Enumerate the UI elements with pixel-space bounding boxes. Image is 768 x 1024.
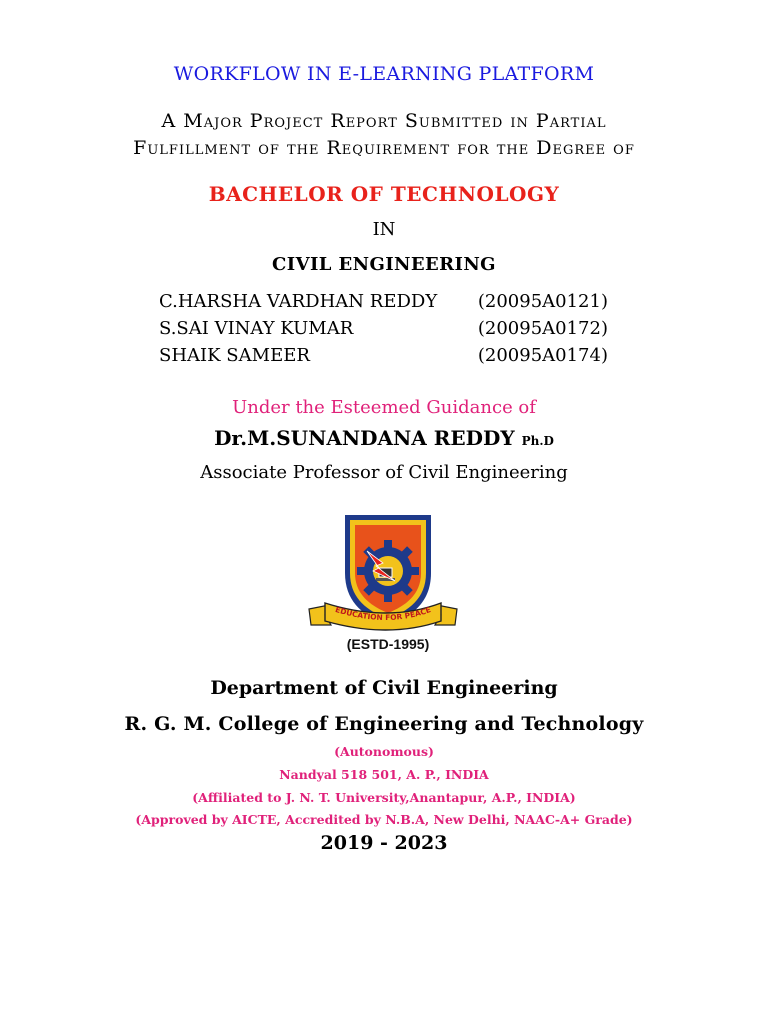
in-word: IN	[372, 219, 396, 240]
guidance-heading: Under the Esteemed Guidance of	[232, 397, 536, 418]
student-name: S.SAI VINAY KUMAR	[159, 318, 354, 339]
college-name: R. G. M. College of Engineering and Technology	[124, 713, 644, 735]
student-name: SHAIK SAMEER	[159, 345, 310, 366]
guide-designation: Associate Professor of Civil Engineering	[200, 462, 568, 483]
guide-line	[0, 426, 768, 450]
college-logo	[303, 511, 463, 656]
student-name: C.HARSHA VARDHAN REDDY	[159, 291, 438, 312]
college-approval: (Approved by AICTE, Accredited by N.B.A, New Delhi, NAAC-A+ Grade)	[135, 812, 633, 827]
student-roll: (20095A0172)	[477, 318, 608, 339]
college-affiliation: (Affiliated to J. N. T. University,Anantapur, A.P., INDIA)	[192, 790, 576, 805]
academic-years: 2019 - 2023	[320, 832, 448, 854]
logo-motto: EDUCATION FOR PEACE	[334, 604, 432, 623]
department-name: Department of Civil Engineering	[210, 677, 558, 699]
branch-name: CIVIL ENGINEERING	[272, 254, 496, 275]
logo-established: (ESTD-1995)	[346, 636, 430, 652]
student-roll: (20095A0121)	[477, 291, 608, 312]
college-status: (Autonomous)	[334, 744, 434, 759]
student-row	[159, 291, 619, 318]
guide-degree: Ph.D	[521, 434, 554, 448]
student-row	[159, 318, 619, 345]
student-roll: (20095A0174)	[477, 345, 608, 366]
report-subtitle-line1: A Major Project Report Submitted in Partial	[161, 110, 607, 132]
student-list	[159, 291, 619, 372]
gear-icon	[357, 540, 419, 602]
student-row	[159, 345, 619, 372]
guide-name: Dr.M.SUNANDANA REDDY	[214, 426, 515, 450]
college-location: Nandyal 518 501, A. P., INDIA	[279, 767, 489, 782]
report-subtitle-line2: Fulfillment of the Requirement for the Degree of	[133, 137, 635, 159]
degree-name: BACHELOR OF TECHNOLOGY	[208, 182, 560, 206]
report-title: WORKFLOW IN E-LEARNING PLATFORM	[173, 63, 595, 85]
